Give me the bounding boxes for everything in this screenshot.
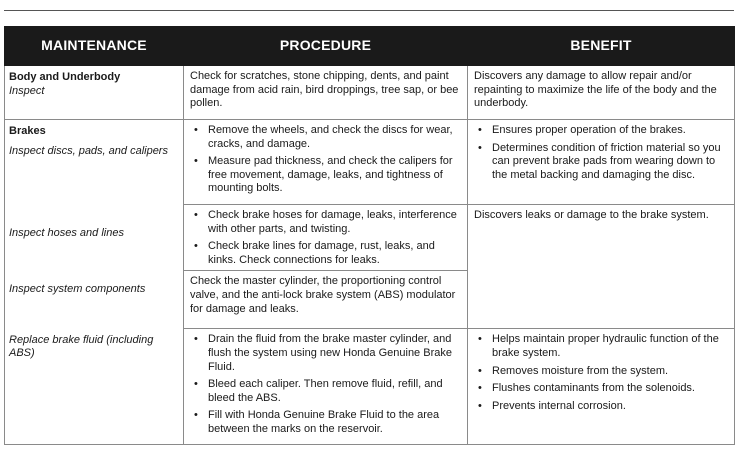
- procedure-item: • Remove the wheels, and check the discs for wear, cracks, and damage.: [190, 124, 461, 151]
- benefit-item: • Ensures proper operation of the brakes.: [474, 124, 728, 138]
- procedure-cell-discs: [184, 120, 468, 205]
- benefit-item: • Determines condition of friction material so you can prevent brake pads from wearing down to the metal backing and damaging the disc.: [474, 142, 728, 183]
- table-row-brakes-fluid: [5, 329, 735, 445]
- benefit-cell-leaks: Discovers leaks or damage to the brake system.: [468, 205, 735, 329]
- maintenance-cell-system: [5, 271, 184, 329]
- maintenance-cell-body: [5, 66, 184, 120]
- benefit-item: • Helps maintain proper hydraulic function of the brake system.: [474, 333, 728, 360]
- maintenance-label-system: Inspect system components: [9, 282, 146, 295]
- benefit-cell-body: Discovers any damage to allow repair and/or repainting to maximize the life of the body and the underbody.: [468, 66, 735, 120]
- maintenance-cell-hoses: [5, 205, 184, 271]
- benefit-item: • Removes moisture from the system.: [474, 365, 728, 379]
- maintenance-cell-discs: [5, 120, 184, 205]
- maintenance-title-brakes: Brakes: [9, 125, 46, 137]
- table-row-brakes-hoses: [5, 205, 735, 271]
- maintenance-table: [4, 26, 735, 445]
- benefit-item: • Prevents internal corrosion.: [474, 400, 728, 414]
- maintenance-label-hoses: Inspect hoses and lines: [9, 226, 124, 239]
- procedure-item: • Check brake hoses for damage, leaks, interference with other parts, and twisting.: [190, 209, 461, 236]
- header-procedure: PROCEDURE: [184, 27, 468, 66]
- table-row-body: [5, 66, 735, 120]
- header-maintenance: MAINTENANCE: [5, 27, 184, 66]
- procedure-cell-system: Check the master cylinder, the proportioning control valve, and the anti-lock brake system (ABS) modulator for damage and leaks.: [184, 271, 468, 329]
- procedure-item: • Measure pad thickness, and check the calipers for free movement, damage, leaks, and tightness of mounting bolts.: [190, 155, 461, 196]
- maintenance-cell-fluid: [5, 329, 184, 445]
- header-benefit: BENEFIT: [468, 27, 735, 66]
- maintenance-label-fluid: Replace brake fluid (including ABS): [9, 333, 154, 360]
- procedure-cell-hoses: [184, 205, 468, 271]
- top-rule: [4, 10, 734, 11]
- benefit-cell-discs: [468, 120, 735, 205]
- procedure-item: • Fill with Honda Genuine Brake Fluid to the area between the marks on the reservoir.: [190, 409, 461, 436]
- maintenance-subtitle-body: Inspect: [9, 84, 45, 97]
- benefit-item: • Flushes contaminants from the solenoids.: [474, 382, 728, 396]
- procedure-item: • Bleed each caliper. Then remove fluid, refill, and bleed the ABS.: [190, 378, 461, 405]
- procedure-cell-body: Check for scratches, stone chipping, dents, and paint damage from acid rain, bird droppings, tree sap, or bee pollen.: [184, 66, 468, 120]
- maintenance-label-discs: Inspect discs, pads, and calipers: [9, 144, 168, 157]
- maintenance-title-body: Body and Underbody: [9, 71, 121, 83]
- table-row-brakes-discs: [5, 120, 735, 205]
- benefit-cell-fluid: [468, 329, 735, 445]
- header-row: [5, 27, 735, 66]
- procedure-item: • Drain the fluid from the brake master cylinder, and flush the system using new Honda Genuine Brake Fluid.: [190, 333, 461, 374]
- procedure-item: • Check brake lines for damage, rust, leaks, and kinks. Check connections for leaks.: [190, 240, 461, 267]
- procedure-cell-fluid: [184, 329, 468, 445]
